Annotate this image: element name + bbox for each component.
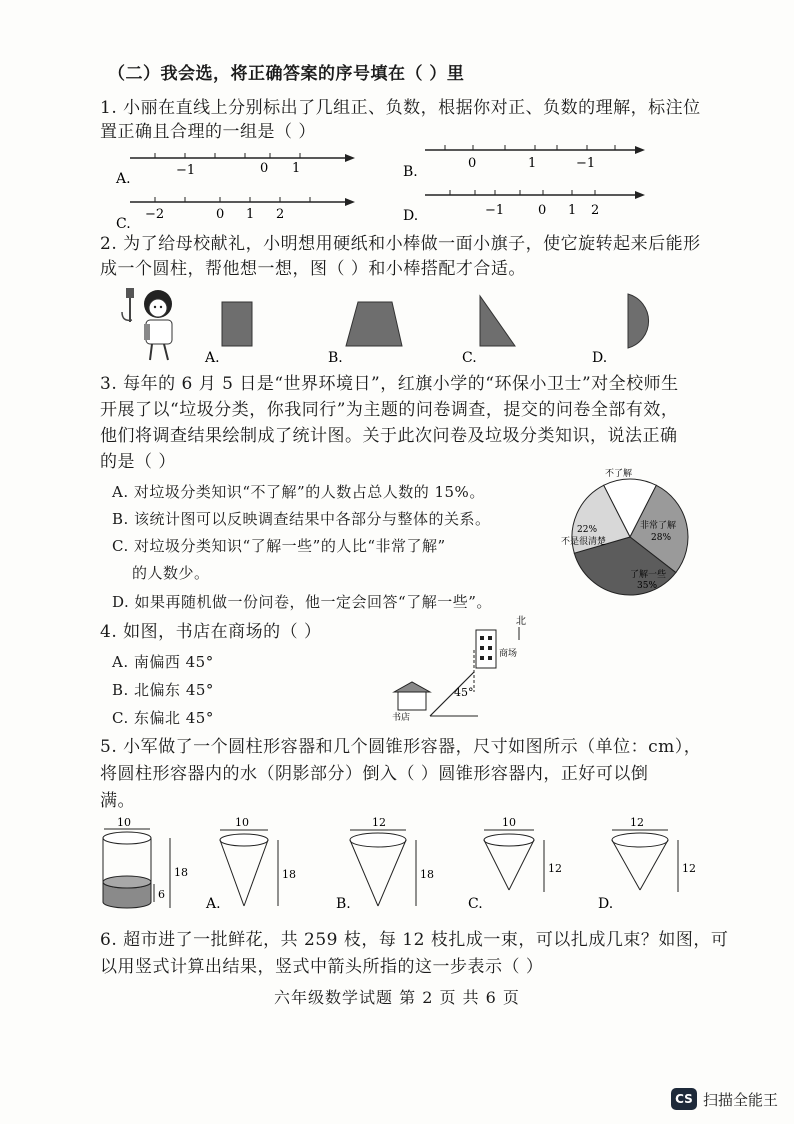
q3-line4: 的是（ ）: [100, 452, 176, 472]
q3-line2: 开展了以“垃圾分类，你我同行”为主题的问卷调查，提交的问卷全部有效，: [100, 400, 679, 420]
semicircle-shape: [628, 294, 649, 348]
q1-b-tick-1: 1: [528, 156, 537, 171]
cone-d-d: 12: [630, 816, 644, 829]
cone-d: [598, 816, 696, 912]
pie-label-not-know: 不了解: [605, 469, 633, 479]
q5-line2: 将圆柱形容器内的水（阴影部分）倒入（ ）圆锥形容器内，正好可以倒: [100, 764, 649, 784]
q1-line1: 1. 小丽在直线上分别标出了几组正、负数，根据你对正、负数的理解，标注位: [100, 98, 701, 118]
q1-d-tick-0: −1: [485, 203, 505, 218]
q3-line1: 3. 每年的 6 月 5 日是“世界环境日”，红旗小学的“环保小卫士”对全校师生: [100, 374, 679, 394]
cone-a: [205, 816, 296, 912]
number-line-b: [403, 145, 645, 180]
cyl-water-height: 6: [158, 888, 165, 901]
q2-figures: [110, 282, 670, 367]
q1-a-tick-1: 0: [260, 161, 269, 176]
q1-a-label: A.: [116, 171, 131, 187]
q6-line1: 6. 超市进了一批鲜花，共 259 枝，每 12 枝扎成一束，可以扎成几束？如图，可: [100, 930, 729, 950]
q3-line3: 他们将调查结果绘制成了统计图。关于此次问卷及垃圾分类知识，说法正确: [100, 426, 678, 446]
q1-line2: 置正确且合理的一组是（ ）: [100, 122, 316, 142]
q3-option-a: A. 对垃圾分类知识“不了解”的人数占总人数的 15%。: [112, 483, 485, 501]
cone-a-d: 10: [235, 816, 249, 829]
number-line-c: [116, 197, 355, 232]
cone-b-label: B.: [336, 896, 351, 912]
q1-c-tick-2: 1: [246, 207, 255, 222]
section-heading: （二）我会选，将正确答案的序号填在（ ）里: [108, 64, 465, 84]
north-label: 北: [516, 616, 526, 627]
angle-label: 45°: [454, 686, 474, 699]
q1-d-tick-2: 1: [568, 203, 577, 218]
cone-b-d: 12: [372, 816, 386, 829]
scanner-watermark: [671, 1088, 778, 1110]
q2-option-c: C.: [462, 350, 477, 366]
cone-c-label: C.: [468, 896, 483, 912]
mall-icon: [476, 630, 496, 668]
q2-option-b: B.: [328, 350, 343, 366]
q1-d-tick-1: 0: [538, 203, 547, 218]
cyl-diameter: 10: [117, 816, 131, 829]
bookstore-icon: [394, 682, 430, 710]
q1-c-tick-0: −2: [145, 207, 165, 222]
q1-c-tick-3: 2: [276, 207, 285, 222]
q3-option-c-line1: C. 对垃圾分类知识“了解一些”的人比“非常了解”: [112, 537, 446, 555]
pie-label-unclear-pct: 22%: [577, 525, 598, 535]
cylinder-container: [103, 816, 188, 908]
watermark-text: 扫描全能王: [702, 1090, 778, 1109]
q1-d-tick-3: 2: [591, 203, 600, 218]
pie-chart: [555, 462, 715, 597]
q3-option-b: B. 该统计图可以反映调查结果中各部分与整体的关系。: [112, 510, 491, 528]
rectangle-shape: [222, 302, 252, 346]
q1-a-tick-2: 1: [292, 161, 301, 176]
q6-line2: 以用竖式计算出结果，竖式中箭头所指的这一步表示（ ）: [100, 957, 544, 977]
q2-line1: 2. 为了给母校献礼，小明想用硬纸和小棒做一面小旗子，使它旋转起来后能形: [100, 234, 701, 254]
pie-label-unclear: 不是很清楚: [561, 537, 607, 547]
q1-c-label: C.: [116, 216, 131, 232]
q4-option-b: B. 北偏东 45°: [112, 681, 214, 699]
q1-b-label: B.: [403, 164, 418, 180]
pie-label-some: 了解一些: [630, 570, 667, 580]
bookstore-label: 书店: [392, 713, 411, 723]
cone-c: [468, 816, 562, 912]
q1-b-tick-0: 0: [468, 156, 477, 171]
q3-option-d: D. 如果再随机做一份问卷，他一定会回答“了解一些”。: [112, 593, 492, 611]
pie-label-some-pct: 35%: [637, 581, 658, 591]
camscanner-logo-icon: CS: [671, 1088, 697, 1110]
q2-line2: 成一个圆柱，帮他想一想，图（ ）和小棒搭配才合适。: [100, 259, 526, 279]
number-line-d: [403, 190, 645, 224]
cone-b-h: 18: [420, 868, 434, 881]
cone-a-label: A.: [206, 896, 221, 912]
triangle-shape: [480, 296, 515, 346]
cone-d-label: D.: [598, 896, 614, 912]
boy-illustration: [122, 288, 172, 360]
q1-d-label: D.: [403, 208, 419, 224]
q4-direction-figure: [388, 612, 558, 727]
q5-line3: 满。: [100, 791, 135, 811]
q2-option-a: A.: [205, 350, 220, 366]
q4-line: 4. 如图，书店在商场的（ ）: [100, 622, 322, 642]
q3-option-c-line2: 的人数少。: [132, 564, 210, 582]
cone-b: [336, 816, 434, 912]
q1-b-tick-2: −1: [576, 156, 596, 171]
page-footer: 六年级数学试题 第 2 页 共 6 页: [274, 988, 520, 1007]
cone-c-h: 12: [548, 862, 562, 875]
q4-option-c: C. 东偏北 45°: [112, 709, 214, 727]
q1-c-tick-1: 0: [216, 207, 225, 222]
q5-containers: [100, 816, 720, 916]
cyl-height: 18: [174, 866, 188, 879]
q2-option-d: D.: [592, 350, 608, 366]
cone-d-h: 12: [682, 862, 696, 875]
q4-option-a: A. 南偏西 45°: [112, 653, 214, 671]
pie-label-very: 非常了解: [640, 521, 677, 531]
trapezoid-shape: [346, 302, 402, 346]
pie-label-very-pct: 28%: [651, 533, 672, 543]
q1-number-lines: [110, 140, 750, 235]
cone-a-h: 18: [282, 868, 296, 881]
q5-line1: 5. 小军做了一个圆柱形容器和几个圆锥形容器，尺寸如图所示（单位：cm），: [100, 737, 702, 757]
mall-label: 商场: [499, 649, 518, 659]
number-line-a: [115, 153, 355, 187]
q1-a-tick-0: −1: [176, 163, 196, 178]
cone-c-d: 10: [502, 816, 516, 829]
